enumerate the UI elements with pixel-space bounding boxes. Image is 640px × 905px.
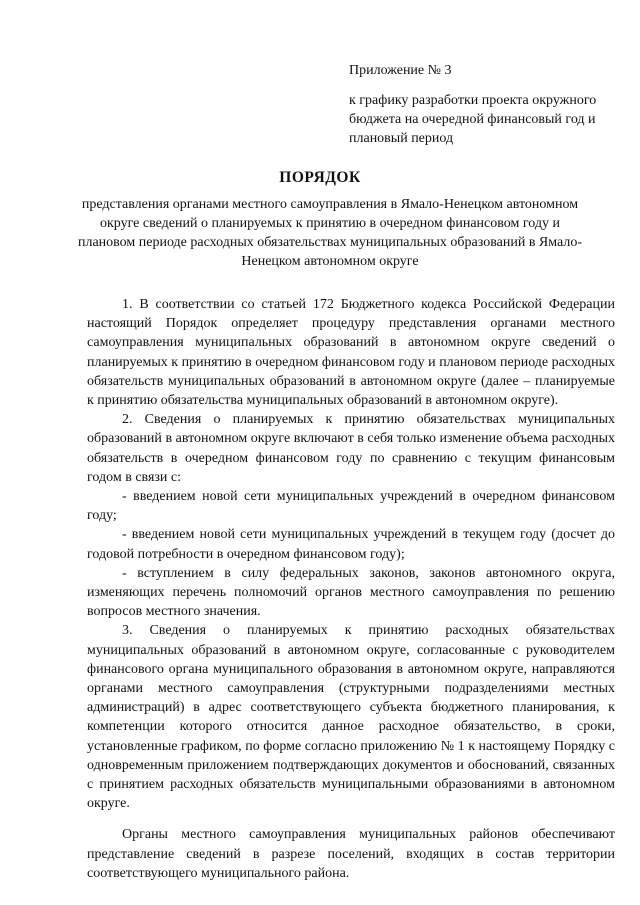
appendix-text: к графику разработки проекта окружного бюджета на очередной финансовый год и плановый период [349,93,597,146]
appendix-number: Приложение № 3 [349,63,452,78]
document-title: ПОРЯДОК [279,169,361,186]
paragraph-2-item-3: - вступлением в силу федеральных законов, законов автономного округа, изменяющих перечень полномочий органов местного самоуправления по решению вопросов местного значения. [87,565,615,620]
paragraph-2-item-1: - введением новой сети муниципальных учреждений в очередном финансовом году; [87,489,615,524]
paragraph-1: 1. В соответствии со статьей 172 Бюджетного кодекса Российской Федерации настоящий Порядок определяет процедуру представления органами местного самоуправления муниципальных образований в автономном округе сведений о планируемых к принятию в очередном финансовом году и плановом периоде расходных обязательств муниципальных образований в автономном округе (далее – планируемые к принятию обязательства муниципальных образований в автономном округе). [87,297,615,409]
paragraph-4: Органы местного самоуправления муниципальных районов обеспечивают представление сведений в разрезе поселений, входящих в состав территории соответствующего муниципального района. [87,827,615,881]
paragraph-2: 2. Сведения о планируемых к принятию обязательствах муниципальных образований в автономном округе включают в себя только изменение объема расходных обязательств в очередном финансовом году по сравнению с текущим финансовым годом в связи с: [87,412,615,485]
document-body [87,295,615,883]
appendix-header [349,61,619,148]
document-subtitle: представления органами местного самоуправления в Ямало-Ненецком автономном округе сведений о планируемых к принятию в очередном финансовом году и плановом периоде расходных обязательствах муниципальных образований в Ямало-Ненецком автономном округе [77,197,583,269]
paragraph-3: 3. Сведения о планируемых к принятию расходных обязательствах муниципальных образований в автономном округе, согласованные с руководителем финансового органа муниципального образования в автономном округе, направляются органами местного самоуправления (структурными подразделениями местных администраций) в адрес соответствующего субъекта бюджетного планирования, к компетенции которого относится данное расходное обязательство, в сроки, установленные графиком, по форме согласно приложению № 1 к настоящему Порядку с одновременным приложением подтверждающих документов и обоснований, связанных с принятием расходных обязательств муниципальными образованиями в автономном округе. [87,623,615,812]
paragraph-2-item-2: - введением новой сети муниципальных учреждений в текущем году (досчет до годовой потребности в очередном финансовом году); [87,527,615,562]
